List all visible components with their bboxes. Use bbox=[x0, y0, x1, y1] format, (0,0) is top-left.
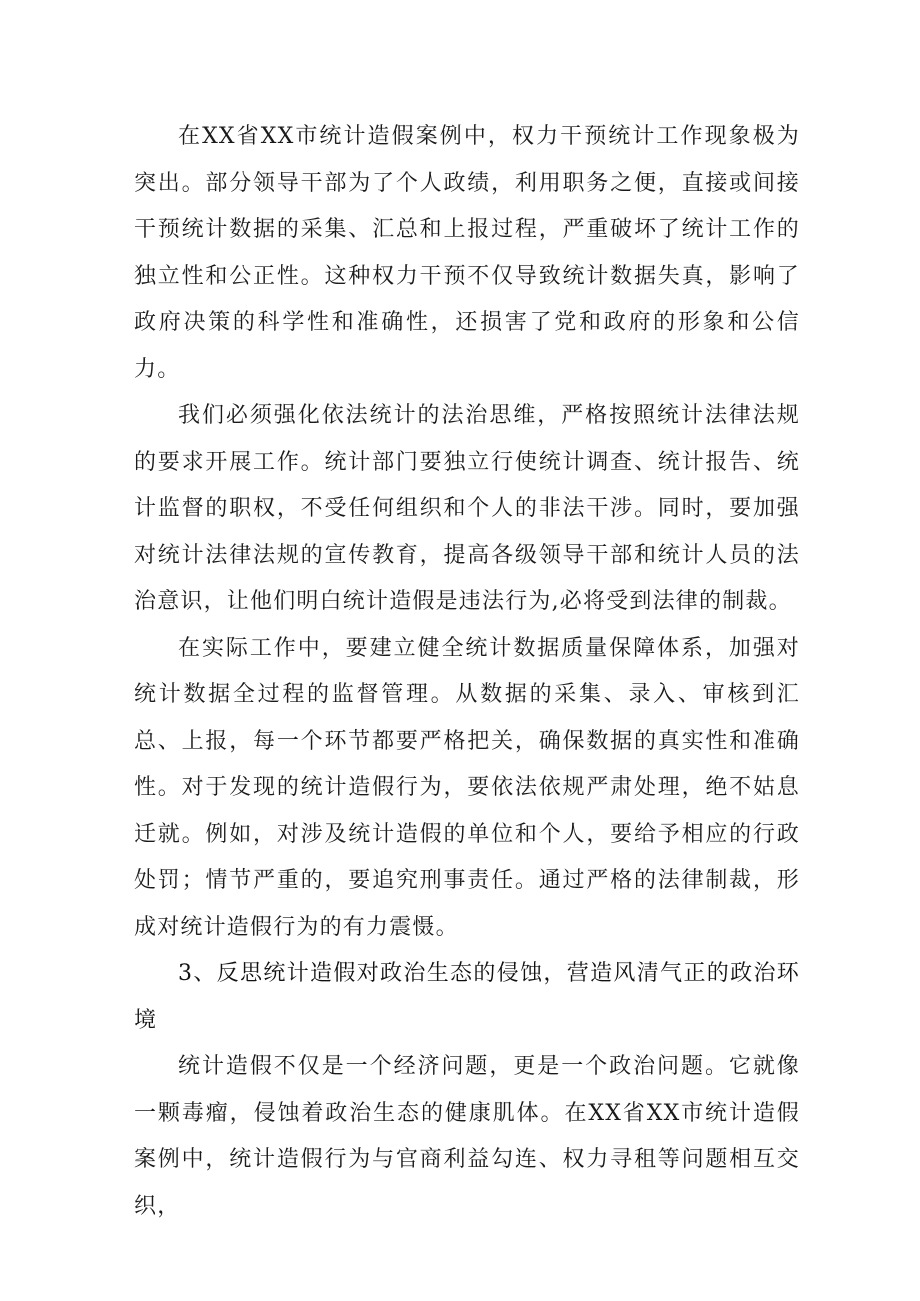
document-body bbox=[134, 114, 800, 1230]
paragraph-rule-of-law: 我们必须强化依法统计的法治思维，严格按照统计法律法规的要求开展工作。统计部门要独立行使统计调查、统计报告、统计监督的职权，不受任何组织和个人的非法干涉。同时，要加强对统计法律法规的宣传教育，提高各级领导干部和统计人员的法治意识，让他们明白统计造假是违法行为,必将受到法律的制裁。 bbox=[134, 403, 800, 614]
paragraph-power-interference: 在XX省XX市统计造假案例中，权力干预统计工作现象极为突出。部分领导干部为了个人政绩，利用职务之便，直接或间接干预统计数据的采集、汇总和上报过程，严重破坏了统计工作的独立性和公正性。这种权力干预不仅导致统计数据失真，影响了政府决策的科学性和准确性，还损害了党和政府的形象和公信力。 bbox=[134, 124, 800, 382]
paragraph-quality-assurance: 在实际工作中，要建立健全统计数据质量保障体系，加强对统计数据全过程的监督管理。从数据的采集、录入、审核到汇总、上报，每一个环节都要严格把关，确保数据的真实性和准确性。对于发现的统计造假行为，要依法依规严肃处理，绝不姑息迁就。例如，对涉及统计造假的单位和个人，要给予相应的行政处罚；情节严重的，要追究刑事责任。通过严格的法律制裁，形成对统计造假行为的有力震慑。 bbox=[134, 635, 800, 940]
paragraph-political-issue: 统计造假不仅是一个经济问题，更是一个政治问题。它就像一颗毒瘤，侵蚀着政治生态的健康肌体。在XX省XX市统计造假案例中，统计造假行为与官商利益勾连、权力寻租等问题相互交织， bbox=[134, 1054, 800, 1219]
section-heading-political-ecology: 3、反思统计造假对政治生态的侵蚀，营造风清气正的政治环境 bbox=[134, 961, 800, 1033]
